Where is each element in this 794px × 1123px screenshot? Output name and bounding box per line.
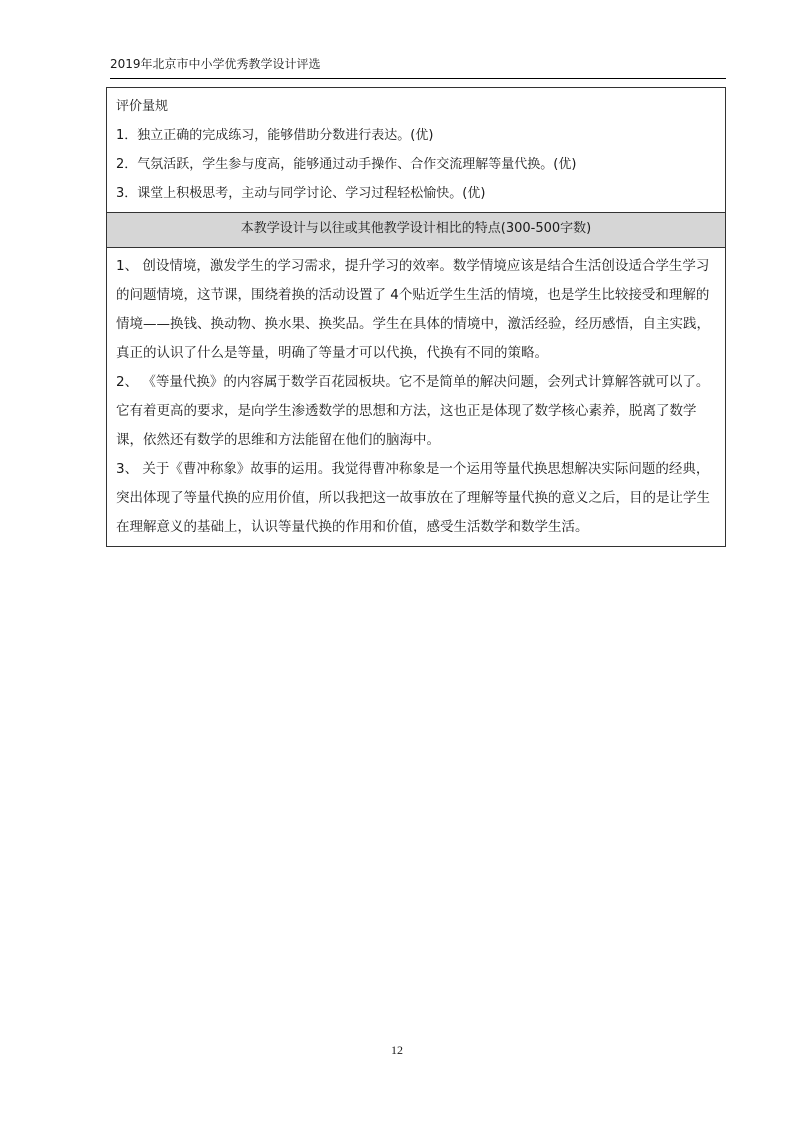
page-number: 12 (391, 1043, 403, 1057)
rubric-item: 2．气氛活跃，学生参与度高，能够通过动手操作、合作交流理解等量代换。(优) (116, 157, 577, 172)
rubric-item: 1．独立正确的完成练习，能够借助分数进行表达。(优) (116, 128, 434, 143)
features-heading: 本教学设计与以往或其他教学设计相比的特点(300-500字数) (107, 213, 726, 248)
rubric-cell (107, 88, 726, 213)
rubric-item: 3．课堂上积极思考，主动与同学讨论、学习过程轻松愉快。(优) (116, 186, 486, 201)
feature-paragraph: 1、 创设情境，激发学生的学习需求，提升学习的效率。数学情境应该是结合生活创设适合学生学习的问题情境，这节课，围绕着换的活动设置了 4个贴近学生生活的情境，也是学生比较接受和理解的情境——换钱、换动物、换水果、换奖品。学生在具体的情境中，激活经验，经历感悟，自主实践，真正的认识了什么是等量，明确了等量才可以代换，代换有不同的策略。 (116, 258, 710, 361)
feature-paragraph: 2、 《等量代换》的内容属于数学百花园板块。它不是简单的解决问题，会列式计算解答就可以了。它有着更高的要求，是向学生渗透数学的思想和方法，这也正是体现了数学核心素养，脱离了数学课，依然还有数学的思维和方法能留在他们的脑海中。 (116, 374, 710, 448)
features-cell (107, 248, 726, 547)
features-row (107, 248, 726, 547)
feature-paragraph: 3、 关于《曹冲称象》故事的运用。我觉得曹冲称象是一个运用等量代换思想解决实际问题的经典，突出体现了等量代换的应用价值，所以我把这一故事放在了理解等量代换的意义之后，目的是让学生在理解意义的基础上，认识等量代换的作用和价值，感受生活数学和数学生活。 (116, 461, 710, 535)
design-table (106, 87, 726, 547)
rubric-row (107, 88, 726, 213)
features-heading-row (107, 213, 726, 248)
page-header: 2019年北京市中小学优秀教学设计评选 (110, 55, 726, 79)
rubric-title: 评价量规 (116, 99, 169, 114)
